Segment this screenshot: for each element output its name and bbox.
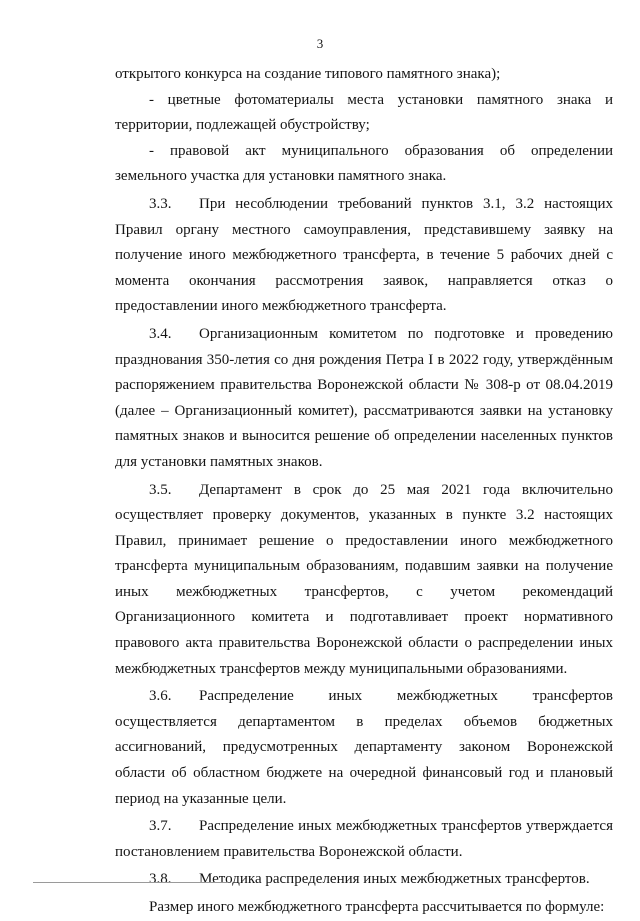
page-number: 3 [316,36,324,51]
clause-3-6 [115,684,613,812]
clause-text: При несоблюдении требований пунктов 3.1, 3.2 настоящих Правил органу местного самоуправления, представившему заявку на получение иного межбюджетного трансферта, в течение 5 рабочих дней с момента окончания рассмотрения заявок, направляется отказ о предоставлении иного межбюджетного трансферта. [115,195,613,315]
clause-3-5 [115,478,613,683]
clause-text: Распределение иных межбюджетных трансфертов утверждается постановлением правительства Воронежской области. [115,818,613,860]
document-body [115,62,613,921]
clause-number: 3.4. [149,325,172,342]
formula-intro [115,895,613,921]
clause-number: 3.3. [149,195,172,212]
clause-3-8 [115,867,613,893]
footer-divider [33,882,228,883]
clause-number: 3.8. [149,871,172,888]
clause-text: Департамент в срок до 25 мая 2021 года включительно осуществляет проверку документов, указанных в пункте 3.2 настоящих Правил, принимает решение о предоставлении иного межбюджетного трансферта муниципальным образованиям, подавшим заявки на получение иных межбюджетных трансфертов, с учетом рекомендаций Организационного комитета и подготавливает проект нормативного правового акта правительства Воронежской области о распределении иных межбюджетных трансфертов между муниципальными образованиями. [115,481,613,677]
clause-3-4 [115,322,613,476]
clause-number: 3.6. [149,688,172,705]
paragraph-list-item-legal-act [115,139,613,190]
paragraph-continuation [115,62,613,88]
paragraph-text: - правовой акт муниципального образования об определении земельного участка для установки памятного знака. [115,142,613,185]
clause-text: Методика распределения иных межбюджетных трансфертов. [199,871,590,888]
clause-3-3 [115,192,613,320]
paragraph-text: Размер иного межбюджетного трансферта рассчитывается по формуле: [149,899,605,915]
clause-number: 3.7. [149,818,172,835]
paragraph-text: - цветные фотоматериалы места установки памятного знака и территории, подлежащей обустройству; [115,91,613,134]
clause-text: Организационным комитетом по подготовке и проведению празднования 350-летия со дня рождения Петра I в 2022 году, утверждённым распоряжением правительства Воронежской области № 308-р от 08.04.2019 (далее – Организационный комитет), рассматриваются заявки на установку памятных знаков и выносится решение об определении населенных пунктов для установки памятных знаков. [115,325,613,470]
paragraph-list-item-photos [115,88,613,139]
paragraph-text: открытого конкурса на создание типового памятного знака); [115,66,501,82]
clause-number: 3.5. [149,481,172,498]
clause-3-7 [115,814,613,865]
clause-text: Распределение иных межбюджетных трансфертов осуществляется департаментом в пределах объемов бюджетных ассигнований, предусмотренных департаменту законом Воронежской области об областном бюджете на очередной финансовый год и плановый период на указанные цели. [115,688,613,807]
